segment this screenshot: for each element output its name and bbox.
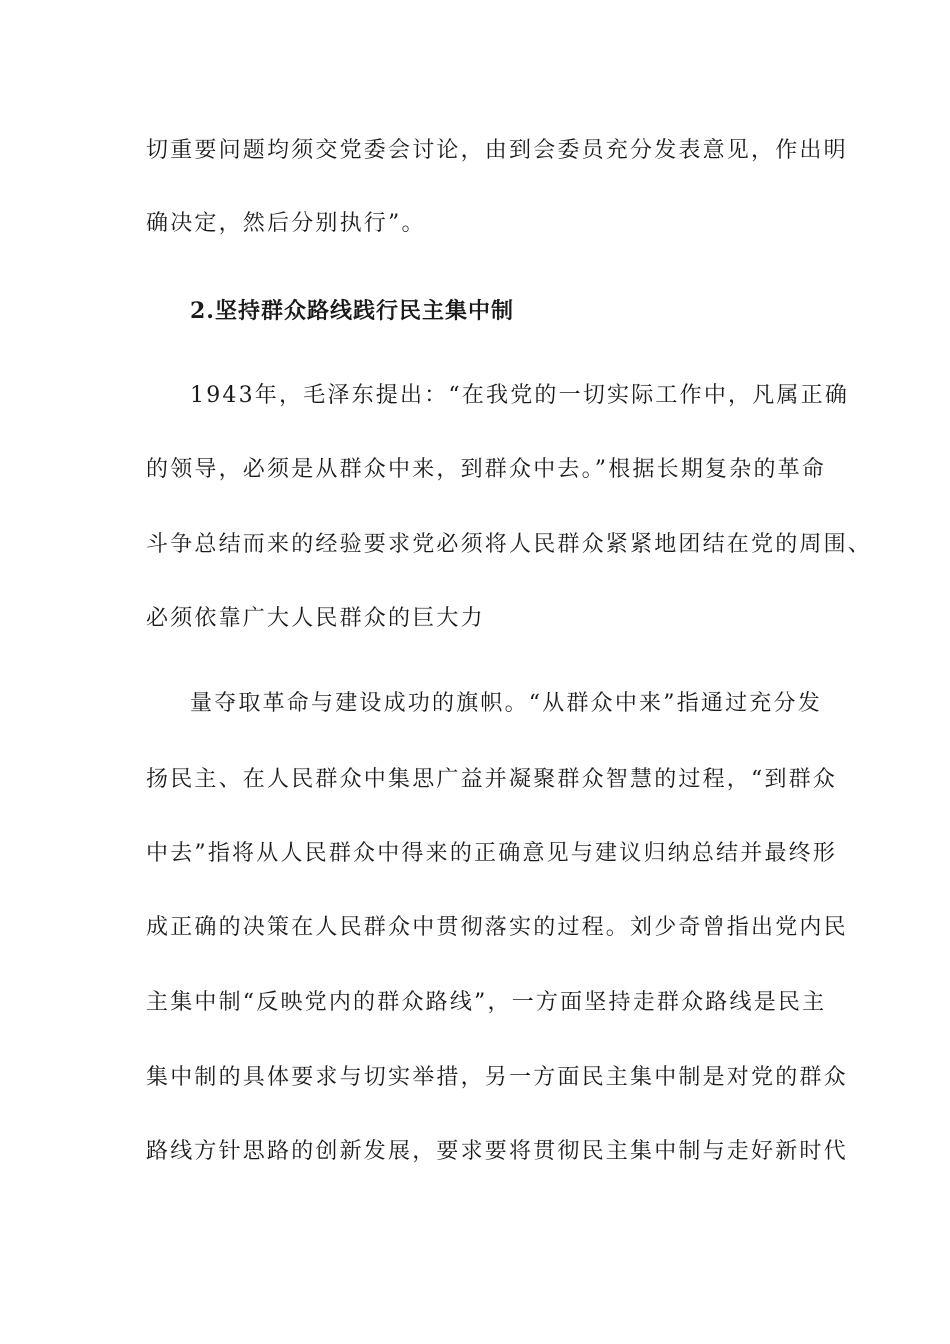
paragraph-line: 成正确的决策在人民群众中贯彻落实的过程。刘少奇曾指出党内民 xyxy=(146,915,848,940)
paragraph-line: 确决定，然后分别执行”。 xyxy=(146,211,426,236)
paragraph-line: 斗争总结而来的经验要求党必须将人民群众紧紧地团结在党的周围、 xyxy=(146,532,873,557)
paragraph-line: 扬民主、在人民群众中集思广益并凝聚群众智慧的过程，“到群众 xyxy=(146,767,838,792)
paragraph-line: 主集中制“反映党内的群众路线”，一方面坚持走群众路线是民主 xyxy=(146,990,827,1015)
paragraph-line: 路线方针思路的创新发展，要求要将贯彻民主集中制与走好新时代 xyxy=(146,1139,848,1164)
paragraph-line: 量夺取革命与建设成功的旗帜。“从群众中来”指通过充分发 xyxy=(190,691,822,716)
paragraph-line: 中去”指将从人民群众中得来的正确意见与建议归纳总结并最终形 xyxy=(146,841,838,866)
paragraph-line: 必须依靠广大人民群众的巨大力 xyxy=(146,606,485,631)
paragraph-line: 切重要问题均须交党委会讨论，由到会委员充分发表意见，作出明 xyxy=(146,138,848,163)
paragraph-line: 1943年，毛泽东提出：“在我党的一切实际工作中，凡属正确 xyxy=(190,383,850,408)
section-heading: 2.坚持群众路线践行民主集中制 xyxy=(190,298,514,324)
paragraph-line: 集中制的具体要求与切实举措，另一方面民主集中制是对党的群众 xyxy=(146,1065,848,1090)
paragraph-line: 的领导，必须是从群众中来，到群众中去。”根据长期复杂的革命 xyxy=(146,457,827,482)
